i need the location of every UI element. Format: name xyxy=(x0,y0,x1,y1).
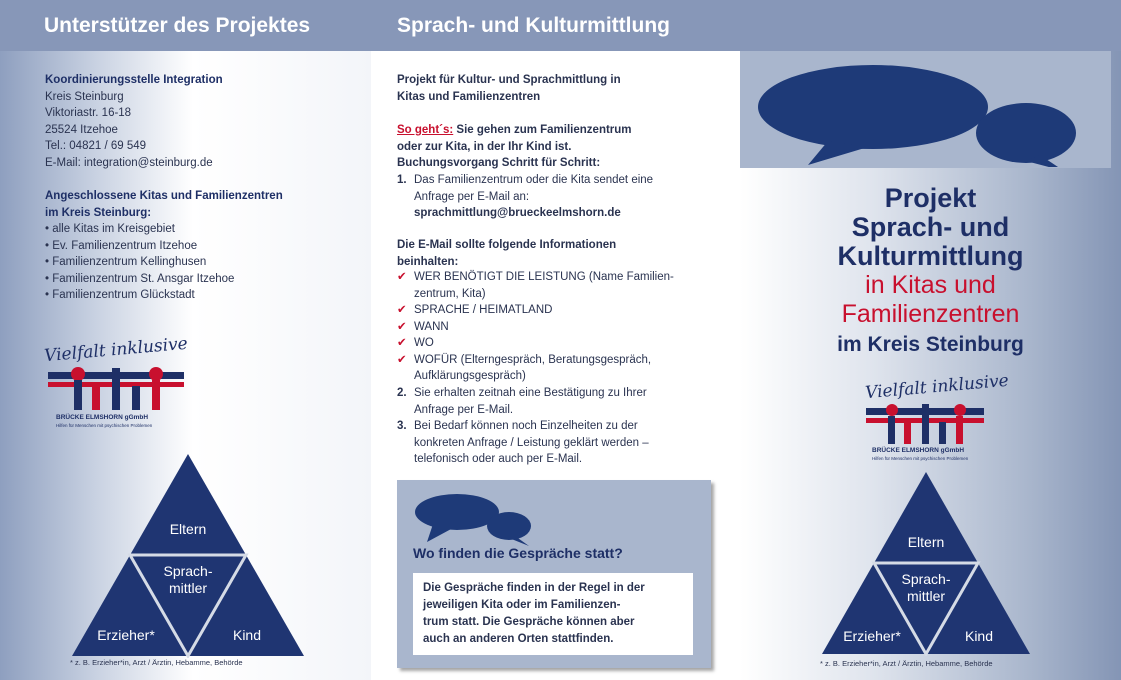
partners-title: Angeschlossene Kitas und Familienzentren xyxy=(45,190,283,202)
check-text: WANN xyxy=(414,320,449,333)
list-item: • Ev. Familienzentrum Itzehoe xyxy=(45,238,283,255)
check-text: SPRACHE / HEIMATLAND xyxy=(414,304,553,316)
footnote: * z. B. Erzieher*in, Arzt / Ärztin, Hebamme, Behörde xyxy=(70,658,243,667)
triangle-center-line: Sprach- xyxy=(163,563,213,579)
middle-panel xyxy=(371,0,740,680)
list-item: • alle Kitas im Kreisgebiet xyxy=(45,221,283,238)
where-line: trum statt. Die Gespräche können aber xyxy=(423,616,635,628)
step-text: Das Familienzentrum oder die Kita sendet eine xyxy=(414,174,654,186)
where-box xyxy=(397,480,711,668)
howto-label: So geht´s: xyxy=(397,124,454,136)
list-item: • Familienzentrum St. Ansgar Itzehoe xyxy=(45,271,283,288)
step-number: 1. xyxy=(397,174,407,186)
list-item xyxy=(397,352,717,385)
contact-phone: Tel.: 04821 / 69 549 xyxy=(45,140,147,152)
check-icon: ✔ xyxy=(397,320,407,333)
email-info-line: Die E-Mail sollte folgende Informationen xyxy=(397,239,617,251)
triangle-center-label xyxy=(876,571,976,605)
intro-line: Kitas und Familienzentren xyxy=(397,90,541,103)
email-info-title xyxy=(397,237,616,270)
step-text: Anfrage per E-Mail. xyxy=(414,403,514,416)
check-text: Aufklärungsgespräch) xyxy=(414,370,526,382)
step-text: konkreten Anfrage / Leistung geklärt werden – xyxy=(414,436,649,449)
howto-text: Sie gehen zum Familienzentrum xyxy=(453,124,632,136)
left-panel xyxy=(0,0,371,680)
speech-bubbles-icon xyxy=(758,59,1078,167)
title-line: Projekt xyxy=(884,183,977,213)
list-item xyxy=(397,269,717,302)
contact-block xyxy=(45,72,223,171)
bruecke-logo-icon xyxy=(46,364,186,412)
check-icon: ✔ xyxy=(397,304,407,316)
partners-block xyxy=(45,188,283,304)
check-text: WOFÜR (Elterngespräch, Beratungsgespräch, xyxy=(414,353,652,366)
contact-line: 25524 Itzehoe xyxy=(45,123,118,136)
checklist xyxy=(397,269,717,385)
contact-line: Viktoriastr. 16-18 xyxy=(45,107,132,119)
step-3 xyxy=(397,418,717,468)
howto-text: oder zur Kita, in der Ihr Kind ist. xyxy=(397,140,572,153)
middle-header: Sprach- und Kulturmittlung xyxy=(371,0,740,51)
bruecke-logo-icon xyxy=(864,400,986,446)
triangle-center-line: mittler xyxy=(168,580,208,596)
logo-slogan: Vielfalt inklusive xyxy=(864,370,1010,404)
where-line: jeweiligen Kita oder im Familienzen- xyxy=(423,599,621,611)
list-item: • Familienzentrum Glückstadt xyxy=(45,287,283,304)
intro-line: Projekt für Kultur- und Sprachmittlung in xyxy=(397,74,621,86)
list-item xyxy=(397,319,717,336)
where-box-title: Wo finden die Gespräche statt? xyxy=(413,545,623,561)
check-icon: ✔ xyxy=(397,337,407,349)
logo-tagline: Hilfen für Menschen mit psychischen Problemen xyxy=(56,423,153,428)
title-line: in Kitas und xyxy=(865,271,996,299)
step-number: 2. xyxy=(397,387,407,399)
footnote: * z. B. Erzieher*in, Arzt / Ärztin, Hebamme, Behörde xyxy=(820,659,993,668)
contact-email: E-Mail: integration@steinburg.de xyxy=(45,156,213,169)
triangle-center-line: Sprach- xyxy=(901,571,951,587)
step-2 xyxy=(397,385,717,418)
email-info-line: beinhalten: xyxy=(397,255,459,268)
logo-name: BRÜCKE ELMSHORN gGmbH xyxy=(872,447,965,454)
triangle-center-line: mittler xyxy=(906,588,946,604)
step-text: telefonisch oder auch per E-Mail. xyxy=(414,453,583,465)
intro xyxy=(397,72,621,105)
where-line: auch an anderen Orten stattfinden. xyxy=(423,633,614,645)
logo-tagline: Hilfen für Menschen mit psychischen Problemen xyxy=(872,456,969,461)
howto-text: Buchungsvorgang Schritt für Schritt: xyxy=(397,157,601,169)
check-icon: ✔ xyxy=(397,353,407,366)
triangle-right-label: Kind xyxy=(232,627,262,643)
triangle-center-label xyxy=(138,563,238,597)
triangle-top-label: Eltern xyxy=(907,534,945,550)
step-number: 3. xyxy=(397,420,407,432)
where-line: Die Gespräche finden in der Regel in der xyxy=(423,582,645,594)
contact-line: Kreis Steinburg xyxy=(45,90,124,103)
logo-name: BRÜCKE ELMSHORN gGmbH xyxy=(56,414,149,421)
list-item xyxy=(397,302,717,319)
step-text: Bei Bedarf können noch Einzelheiten zu der xyxy=(414,420,638,432)
contact-title: Koordinierungsstelle Integration xyxy=(45,74,223,86)
check-text: WO xyxy=(414,337,434,349)
check-icon: ✔ xyxy=(397,271,407,283)
check-text: zentrum, Kita) xyxy=(414,287,486,300)
step-text: Sie erhalten zeitnah eine Bestätigung zu Ihrer xyxy=(414,387,647,399)
check-text: WER BENÖTIGT DIE LEISTUNG (Name Familien- xyxy=(414,271,674,283)
logo-slogan: Vielfalt inklusive xyxy=(43,333,189,367)
left-header: Unterstützer des Projektes xyxy=(0,0,371,51)
right-title xyxy=(740,184,1121,361)
triangle-left-label: Erzieher* xyxy=(843,628,901,644)
triangle-left-label: Erzieher* xyxy=(97,627,155,643)
request-email: sprachmittlung@brueckeelmshorn.de xyxy=(414,207,621,219)
right-panel xyxy=(740,0,1121,680)
partners-list xyxy=(45,221,283,304)
partners-title: im Kreis Steinburg: xyxy=(45,206,152,219)
triangle-top-label: Eltern xyxy=(169,521,207,537)
title-line: Kulturmittlung xyxy=(837,241,1024,271)
title-line: im Kreis Steinburg xyxy=(837,333,1024,356)
bubbles-banner xyxy=(740,51,1111,168)
step-1 xyxy=(397,172,717,222)
howto xyxy=(397,122,632,172)
title-line: Familienzentren xyxy=(841,300,1020,328)
where-box-text xyxy=(413,573,693,655)
step-text: Anfrage per E-Mail an: xyxy=(414,190,530,203)
title-line: Sprach- und xyxy=(851,212,1010,242)
list-item xyxy=(397,335,717,352)
triangle-right-label: Kind xyxy=(964,628,994,644)
list-item: • Familienzentrum Kellinghusen xyxy=(45,254,283,271)
right-header-band xyxy=(740,0,1121,51)
speech-bubbles-icon xyxy=(413,490,533,550)
